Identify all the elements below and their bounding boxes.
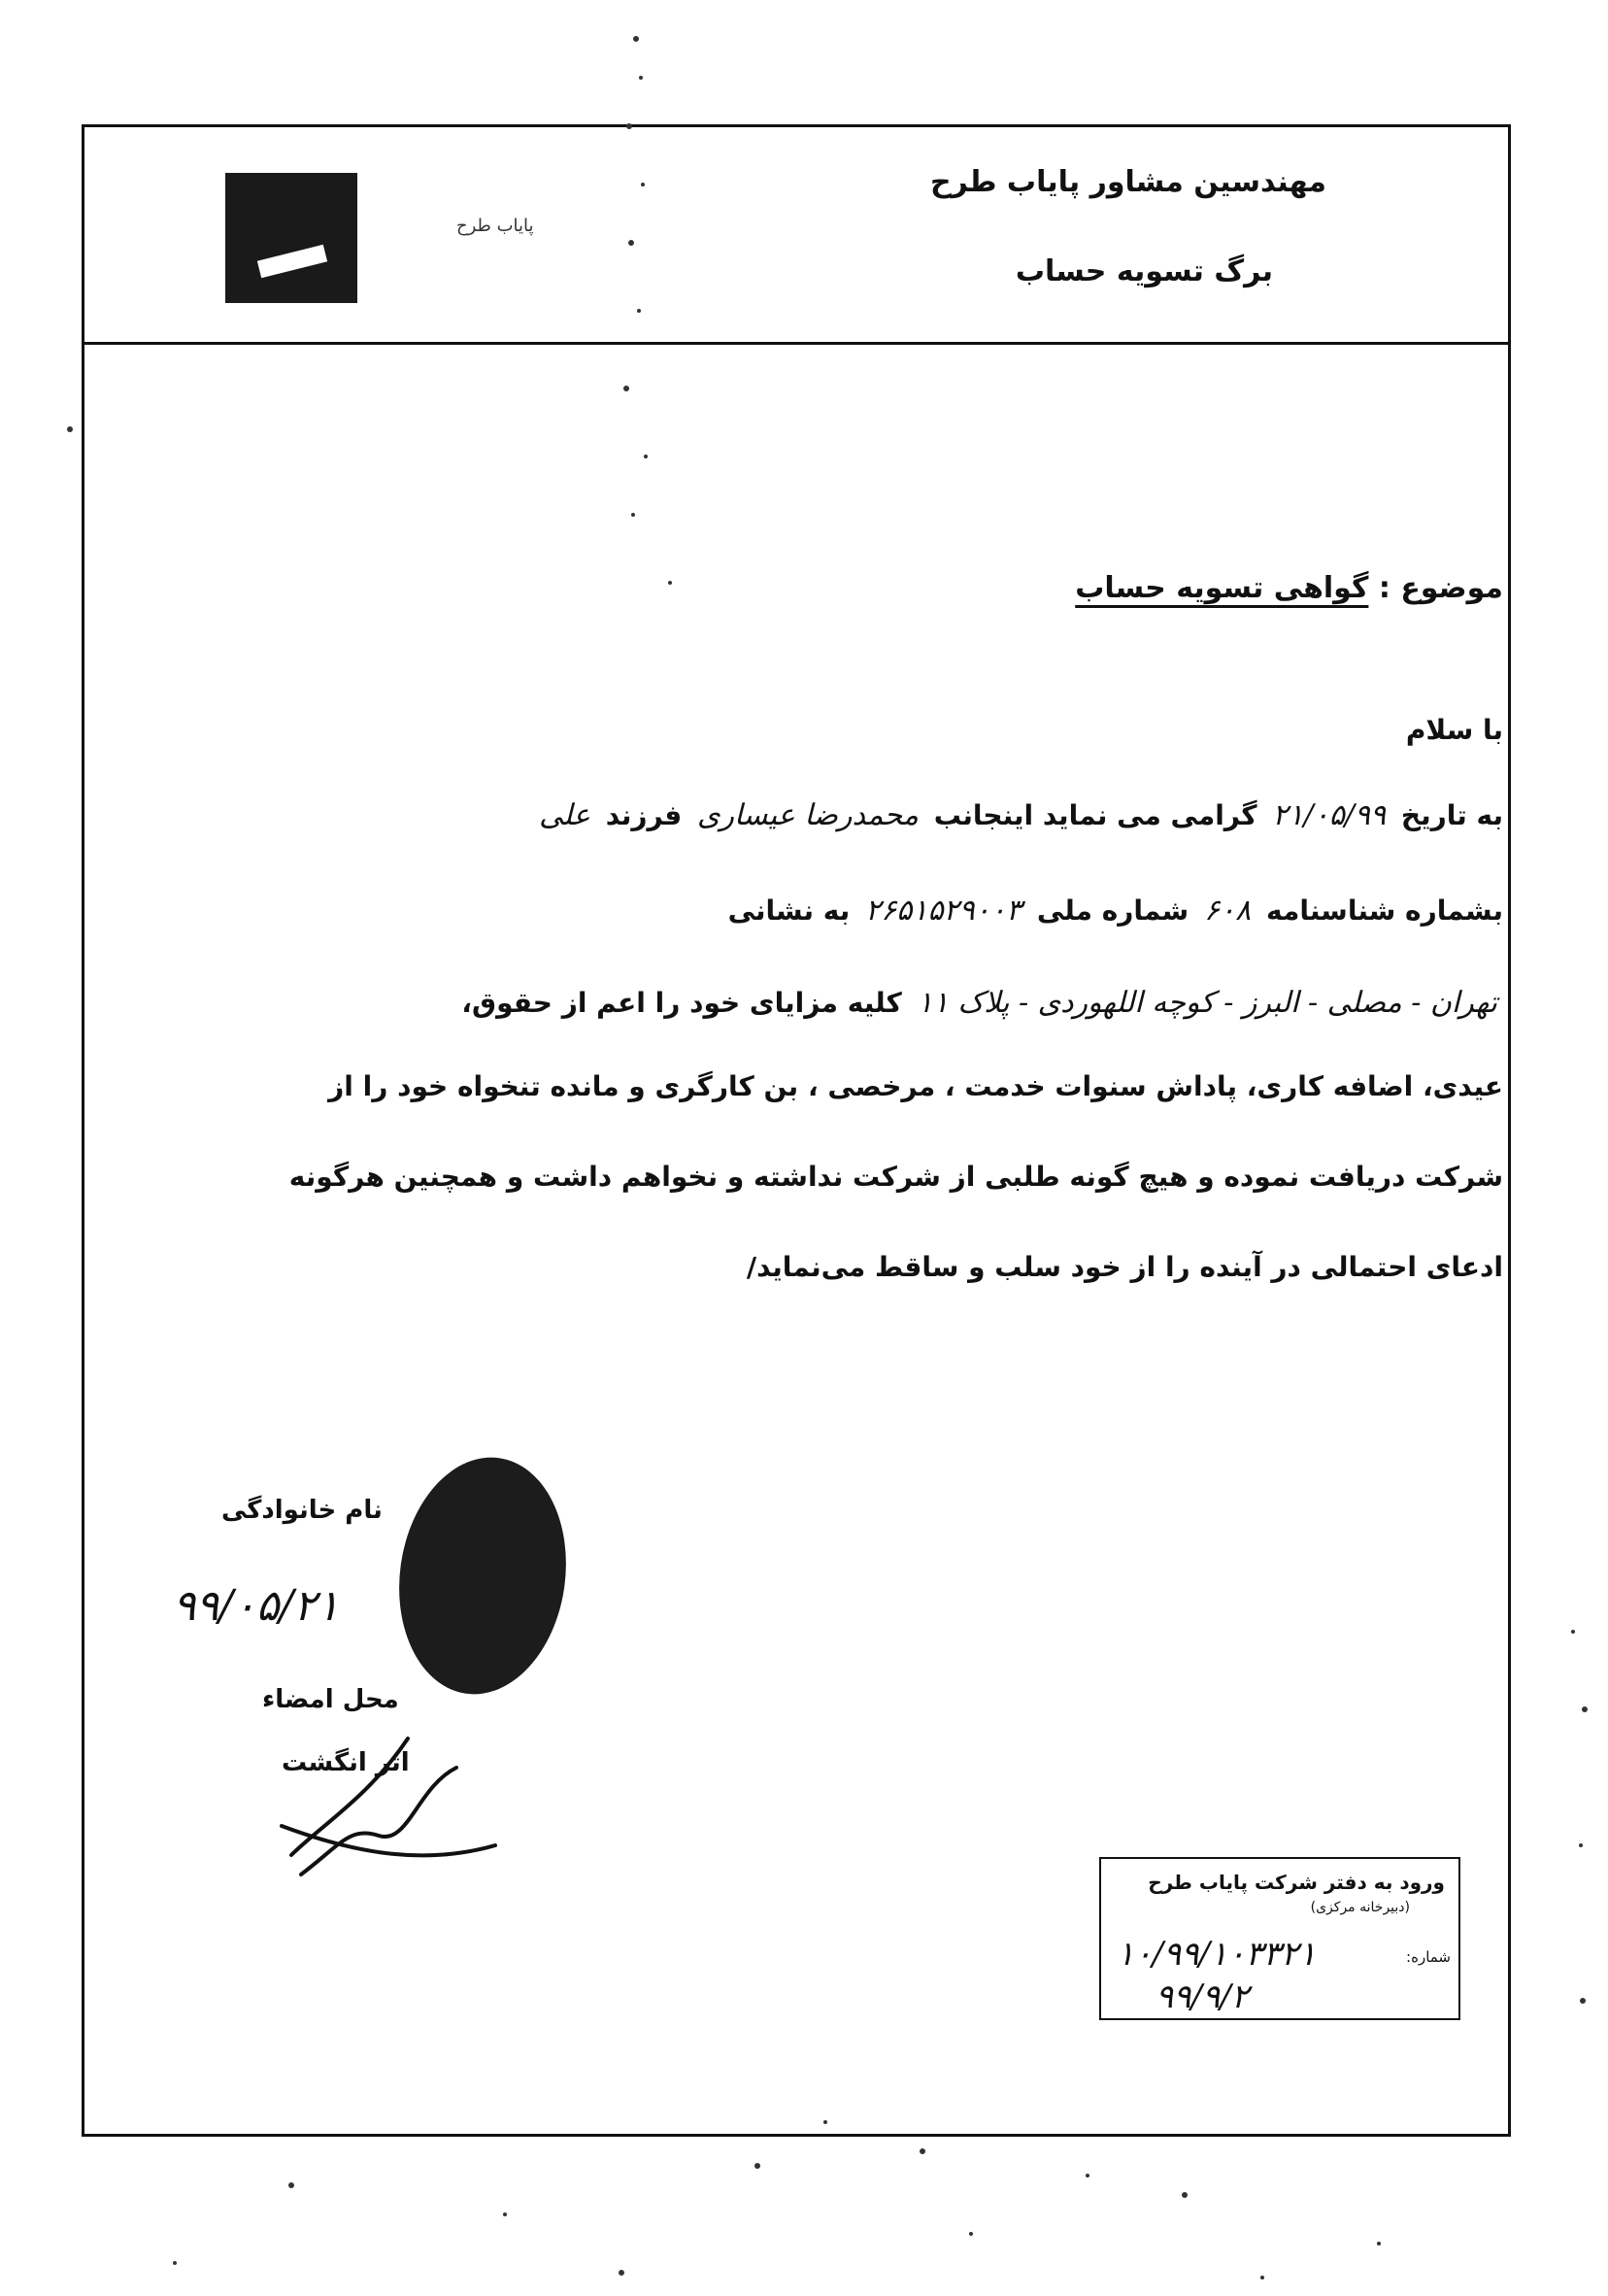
subject-value: گواهی تسویه حساب [1075,571,1369,605]
form-title: برگ تسویه حساب [1015,254,1273,288]
line3-text: کلیه مزایای خود را اعم از حقوق، [461,987,902,1019]
body-line-6: ادعای احتمالی در آینده را از خود سلب و ساقط می‌نماید/ [746,1251,1503,1283]
company-name: مهندسین مشاور پایاب طرح [929,165,1326,199]
body-line-1 [533,798,1503,832]
handwritten-national-id: ۲۶۵۱۵۲۹۰۰۳ [864,894,1022,928]
handwritten-id-number: ۶۰۸ [1203,894,1252,928]
header-divider [82,342,1511,345]
body-line-4: عیدی، اضافه کاری، پاداش سنوات خدمت ، مرخصی ، بن کارگری و مانده تنخواه خود را از [328,1070,1503,1102]
signature-icon [262,1709,515,1884]
date-prefix: به تاریخ [1400,799,1503,831]
line1-text: گرامی می نماید اینجانب [933,799,1257,831]
id-number-label: بشماره شناسنامه [1266,895,1503,927]
greeting: با سلام [1405,714,1503,746]
signature-date: ۹۹/۰۵/۲۱ [173,1581,340,1631]
body-line-2 [728,894,1503,928]
body-line-3 [461,986,1503,1020]
son-of-label: فرزند [605,799,683,831]
body-line-5: شرکت دریافت نموده و هیچ گونه طلبی از شرکت نداشته و نخواهم داشت و همچنین هرگونه [288,1161,1503,1193]
registry-stamp [1099,1857,1460,2020]
handwritten-date: ۲۱/۰۵/۹۹ [1272,798,1387,832]
logo-mark-icon [257,245,327,278]
handwritten-name: محمدرضا عیساری [697,798,919,832]
stamp-date: ۹۹/۹/۲ [1156,1977,1249,2016]
logo-caption: پایاب طرح [456,216,534,236]
sign-place-label: محل امضاء [262,1685,399,1714]
subject-label: موضوع : [1378,571,1503,605]
company-logo [225,173,357,303]
address-label: به نشانی [727,895,851,927]
subject-line [1075,571,1503,605]
stamp-subtitle: (دبیرخانه مرکزی) [1310,1900,1410,1915]
stamp-title: ورود به دفتر شرکت پایاب طرح [1148,1871,1445,1894]
family-name-label: نام خانوادگی [221,1496,383,1525]
stamp-number: ۱۰/۹۹/۱۰۳۳۲۱ [1117,1935,1317,1974]
fingerprint-label: اثر انگشت [282,1748,410,1777]
handwritten-address: تهران - مصلی - البرز - کوچه اللهوردی - پلاک ۱۱ [917,986,1497,1020]
stamp-number-label: شماره: [1406,1948,1451,1966]
national-id-label: شماره ملی [1036,895,1189,927]
handwritten-father-name: علی [539,798,590,832]
